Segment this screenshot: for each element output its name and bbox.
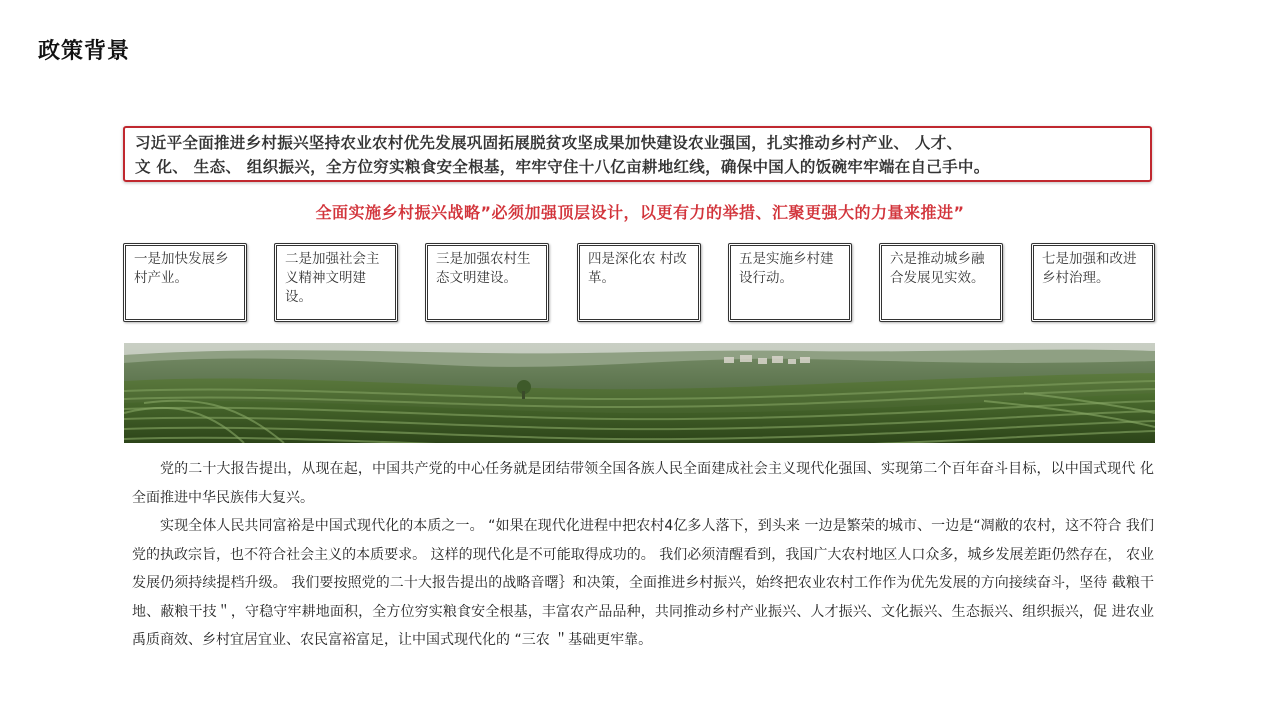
measure-card-5: 五是实施乡村建设行动。: [728, 243, 852, 322]
highlight-box: [123, 126, 1152, 182]
body-paragraph-2: 实现全体人民共同富裕是中国式现代化的本质之一。 “如果在现代化进程中把农村4亿多人落下，到头来 一边是繁荣的城市、一边是“凋敝的农村，这不符合 我们党的执政宗旨，也不符合社会主义的本质要求。 这样的现代化是不可能取得成功的。 我们必须清醒看到，我国广大农村地区人口众多，城乡发展差距仍然存在， 农业发展仍须持续提档升级。 我们要按照党的二十大报告提出的战略音曙｝和决策，全面推进乡村振兴，始终把农业农村工作作为优先发展的方向接续奋斗，坚待 截粮干地、蔽粮干技＂，守稳守牢耕地面积，全方位穷实粮食安全根基，丰富农产品品种，共同推动乡村产业振兴、人才振兴、文化振兴、生态振兴、组织振兴，促 进农业禹质商效、乡村宜居宜业、农民富裕富足，让中国式现代化的 “三农 ＂基础更牢靠。: [132, 518, 1154, 648]
measure-card-6: 六是推动城乡融合发展见实效。: [879, 243, 1003, 322]
body-text: [132, 455, 1154, 655]
page-title: 政策背景: [38, 39, 131, 64]
body-paragraph-1: 党的二十大报告提出，从现在起，中国共产党的中心任务就是团结带领全国各族人民全面建成社会主义现代化强国、实现第二个百年奋斗目标，以中国式现代 化全面推进中华民族伟大复兴。: [132, 461, 1154, 506]
tea-plantation-photo: [124, 343, 1155, 443]
measures-row: [123, 243, 1156, 322]
measure-card-7: 七是加强和改进乡村治理。: [1031, 243, 1155, 322]
strategy-subtitle: 全面实施乡村振兴战略”必须加强顶层设计，以更有力的举措、汇聚更强大的力量来推进”: [315, 203, 965, 222]
highlight-line-2: 文 化、 生态、 组织振兴，全方位穷实粮食安全根基，牢牢守住十八亿亩耕地红线，确保中国人的饭碗牢牢端在自己手中。: [135, 158, 990, 176]
measure-card-4: 四是深化农 村改革。: [577, 243, 701, 322]
highlight-line-1: 习近平全面推进乡村振兴坚持农业农村优先发展巩固拓展脱贫攻坚成果加快建设农业强国，扎实推动乡村产业、 人才、: [135, 134, 963, 152]
measure-card-3: 三是加强农村生态文明建设。: [425, 243, 549, 322]
measure-card-1: 一是加快发展乡村产业。: [123, 243, 247, 322]
measure-card-2: 二是加强社会主义精神文明建设。: [274, 243, 398, 322]
